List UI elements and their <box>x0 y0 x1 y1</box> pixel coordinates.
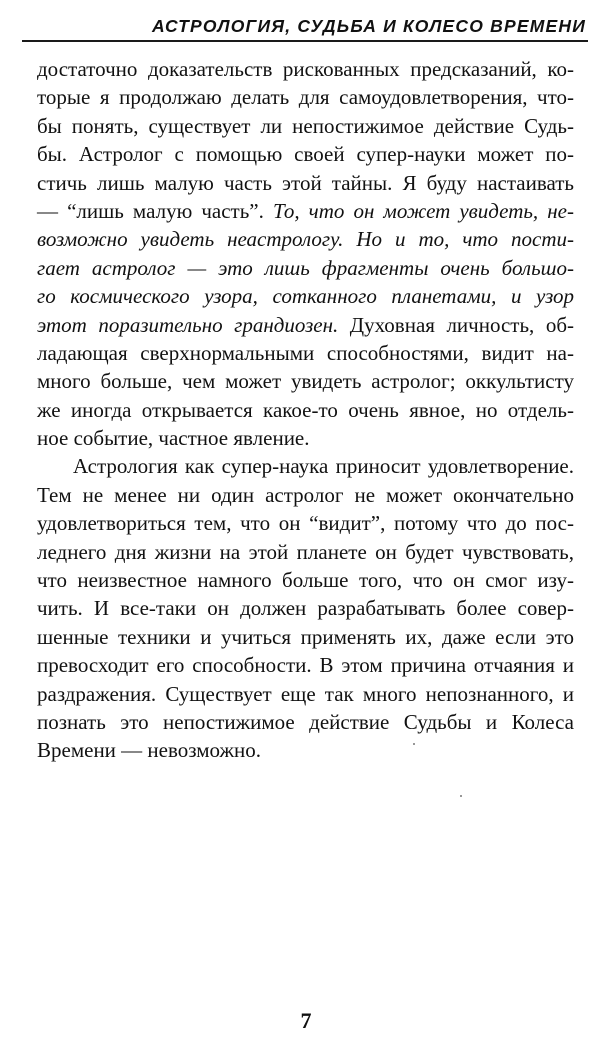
text-line <box>37 112 574 140</box>
text-line <box>37 680 574 708</box>
text-line <box>37 651 574 679</box>
text-run: что неизвестное намного больше того, что он смог изу- <box>37 568 574 593</box>
text-line <box>37 509 574 537</box>
text-line <box>37 396 574 424</box>
print-speck <box>413 743 415 745</box>
text-line <box>37 197 574 225</box>
text-run: же иногда открывается какое-то очень явное, но отдель- <box>37 397 574 422</box>
text-line <box>37 452 574 480</box>
text-line <box>37 254 574 282</box>
running-header-title: АСТРОЛОГИЯ, СУДЬБА И КОЛЕСО ВРЕМЕНИ <box>152 16 586 36</box>
text-run: Духовная личность, об- <box>338 312 574 337</box>
text-line <box>37 594 574 622</box>
text-run: леднего дня жизни на этой планете он будет чувствовать, <box>37 539 574 564</box>
text-run: ладающая сверхнормальными способностями, видит на- <box>37 340 574 365</box>
text-run: достаточно доказательств рискованных предсказаний, ко- <box>37 57 574 81</box>
text-run: Астрология как супер-наука приносит удовлетворение. <box>73 454 574 479</box>
text-run: бы. Астролог с помощью своей супер-науки может по- <box>37 142 574 167</box>
text-run: Тем не менее ни один астролог не может окончательно <box>37 482 574 507</box>
text-line <box>37 736 574 764</box>
italic-text-run: То, что он может увидеть, не- <box>272 198 574 223</box>
text-run: — “лишь малую часть”. <box>37 198 273 223</box>
text-line <box>37 55 574 83</box>
text-run: шенные техники и учиться применять их, даже если это <box>37 624 574 649</box>
text-line <box>37 424 574 452</box>
text-line <box>37 708 574 736</box>
paragraph-2 <box>37 452 574 764</box>
italic-text-run: возможно увидеть неастрологу. Но и то, что пости- <box>37 227 574 252</box>
text-run: торые я продолжаю делать для самоудовлетворения, что- <box>37 85 574 110</box>
page-number: 7 <box>300 1008 312 1033</box>
text-line <box>37 83 574 111</box>
text-line <box>37 225 574 253</box>
running-header <box>22 10 588 42</box>
text-line <box>37 282 574 310</box>
text-run: удовлетвориться тем, что он “видит”, потому что до пос- <box>37 511 574 536</box>
text-line <box>37 367 574 395</box>
text-line <box>37 311 574 339</box>
text-run: познать это непостижимое действие Судьбы и Колеса <box>37 709 574 734</box>
text-run: стичь лишь малую часть этой тайны. Я буду настаивать <box>37 170 574 195</box>
text-line <box>37 566 574 594</box>
text-line <box>37 623 574 651</box>
text-line <box>37 538 574 566</box>
text-run: чить. И все-таки он должен разрабатывать более совер- <box>37 596 574 621</box>
text-line <box>37 481 574 509</box>
print-speck <box>460 795 462 797</box>
text-run: ное событие, частное явление. <box>37 426 310 451</box>
text-run: бы понять, существует ли непостижимое действие Судь- <box>37 113 574 138</box>
text-line <box>37 339 574 367</box>
italic-text-run: го космического узора, сотканного планетами, и узор <box>37 284 574 309</box>
italic-text-run: этот поразительно грандиозен. <box>37 312 339 337</box>
text-run: Времени — невозможно. <box>37 738 262 763</box>
paragraph-1 <box>37 55 574 452</box>
text-run: раздражения. Существует еще так много непознанного, и <box>37 681 574 706</box>
text-line <box>37 140 574 168</box>
text-run: превосходит его способности. В этом причина отчаяния и <box>37 653 574 678</box>
body-text <box>37 55 574 765</box>
text-line <box>37 169 574 197</box>
italic-text-run: гает астролог — это лишь фрагменты очень большо- <box>37 255 574 280</box>
text-run: много больше, чем может увидеть астролог; оккультисту <box>37 369 574 394</box>
